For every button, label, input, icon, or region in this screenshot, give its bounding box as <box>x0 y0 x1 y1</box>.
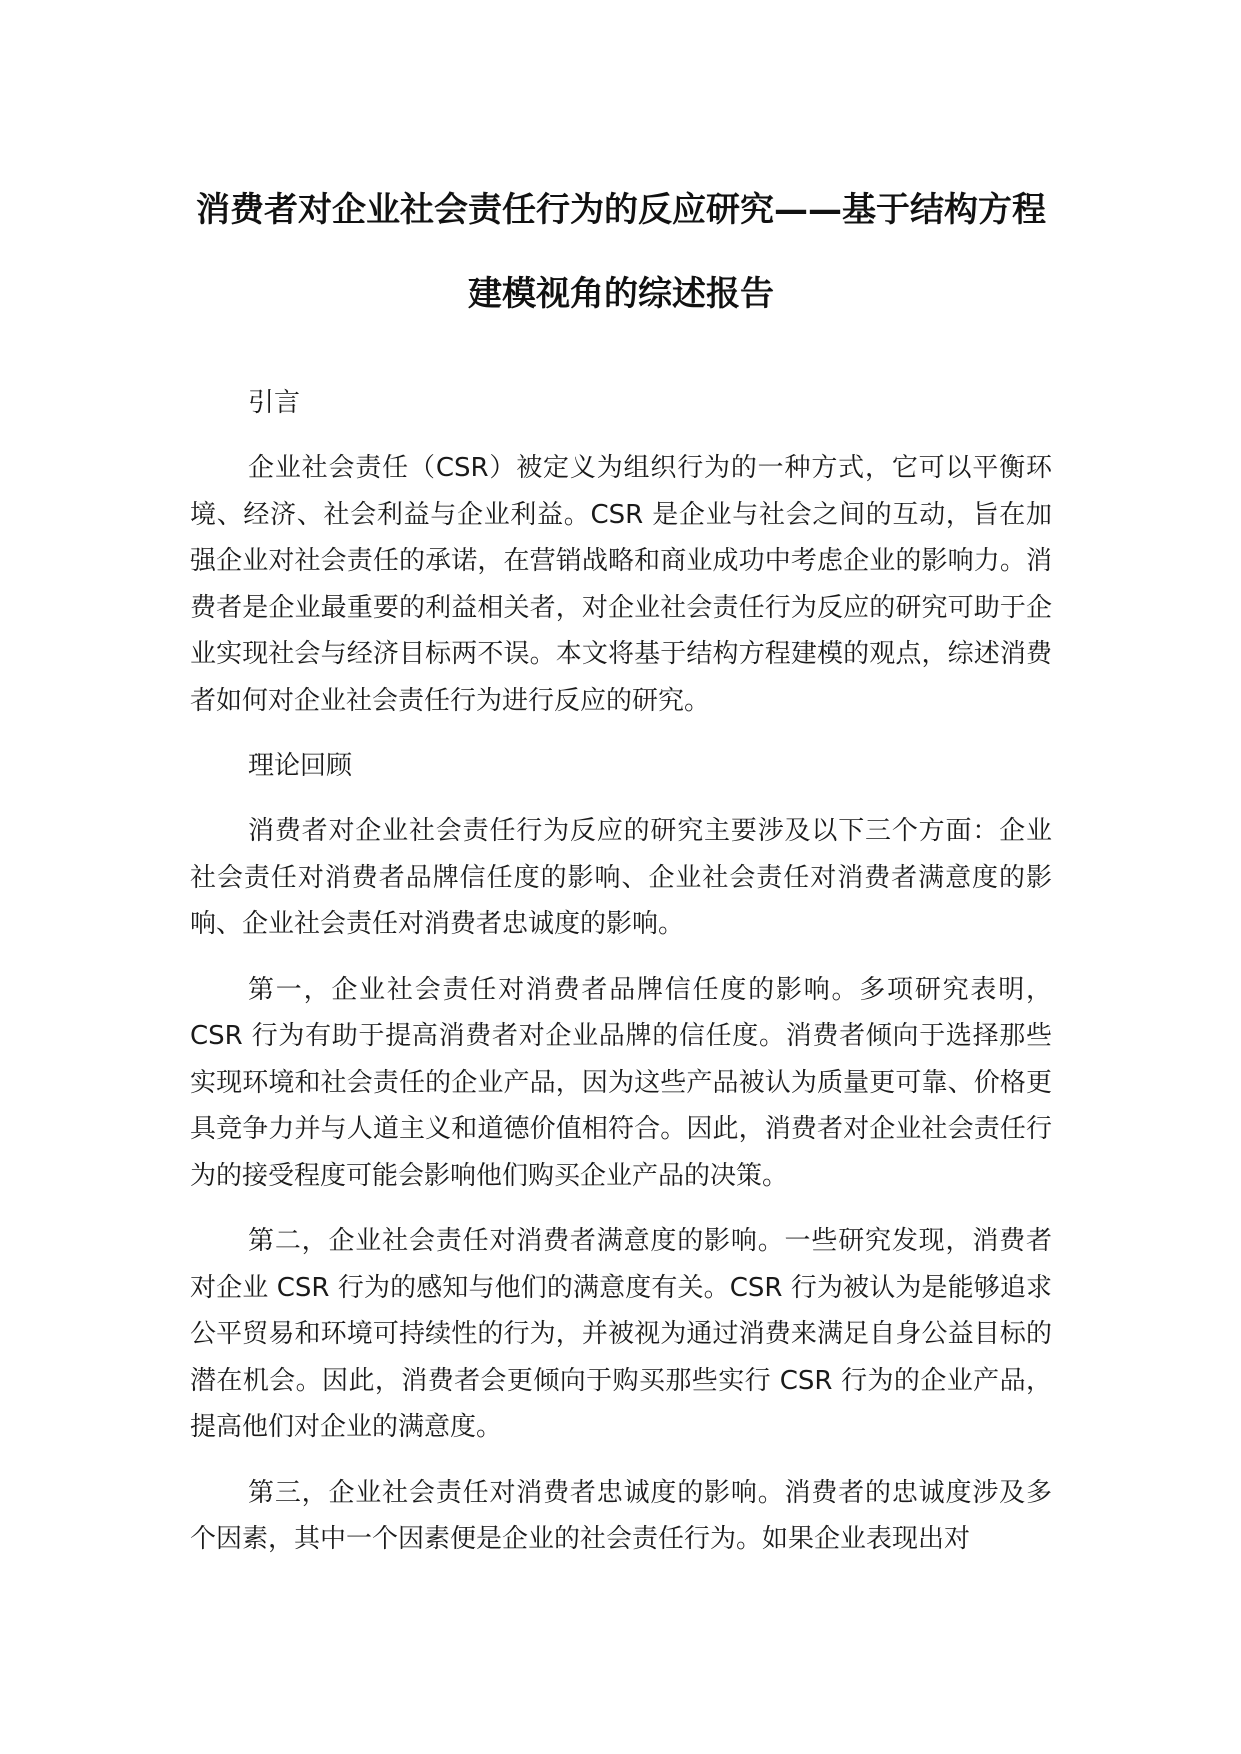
section-introduction <box>190 380 1052 724</box>
document-body <box>190 380 1052 1582</box>
paragraph: 第一，企业社会责任对消费者品牌信任度的影响。多项研究表明，CSR 行为有助于提高消费者对企业品牌的信任度。消费者倾向于选择那些实现环境和社会责任的企业产品，因为这些产品被认为质量更可靠、价格更具竞争力并与人道主义和道德价值相符合。因此，消费者对企业社会责任行为的接受程度可能会影响他们购买企业产品的决策。 <box>190 974 1052 1191</box>
paragraph: 企业社会责任（CSR）被定义为组织行为的一种方式，它可以平衡环境、经济、社会利益与企业利益。CSR 是企业与社会之间的互动，旨在加强企业对社会责任的承诺，在营销战略和商业成功中考虑企业的影响力。消费者是企业最重要的利益相关者，对企业社会责任行为反应的研究可助于企业实现社会与经济目标两不误。本文将基于结构方程建模的观点，综述消费者如何对企业社会责任行为进行反应的研究。 <box>190 453 1052 716</box>
paragraph: 第二，企业社会责任对消费者满意度的影响。一些研究发现，消费者对企业 CSR 行为的感知与他们的满意度有关。CSR 行为被认为是能够追求公平贸易和环境可持续性的行为，并被视为通过消费来满足自身公益目标的潜在机会。因此，消费者会更倾向于购买那些实行 CSR 行为的企业产品，提高他们对企业的满意度。 <box>190 1226 1052 1442</box>
paragraph: 消费者对企业社会责任行为反应的研究主要涉及以下三个方面：企业社会责任对消费者品牌信任度的影响、企业社会责任对消费者满意度的影响、企业社会责任对消费者忠诚度的影响。 <box>190 816 1052 939</box>
section-theory-review <box>190 743 1052 1563</box>
section-heading: 理论回顾 <box>248 751 353 781</box>
document-title: 消费者对企业社会责任行为的反应研究——基于结构方程建模视角的综述报告 <box>196 190 1046 314</box>
section-heading: 引言 <box>248 388 301 418</box>
paragraph: 第三，企业社会责任对消费者忠诚度的影响。消费者的忠诚度涉及多个因素，其中一个因素便是企业的社会责任行为。如果企业表现出对 <box>190 1477 1052 1554</box>
